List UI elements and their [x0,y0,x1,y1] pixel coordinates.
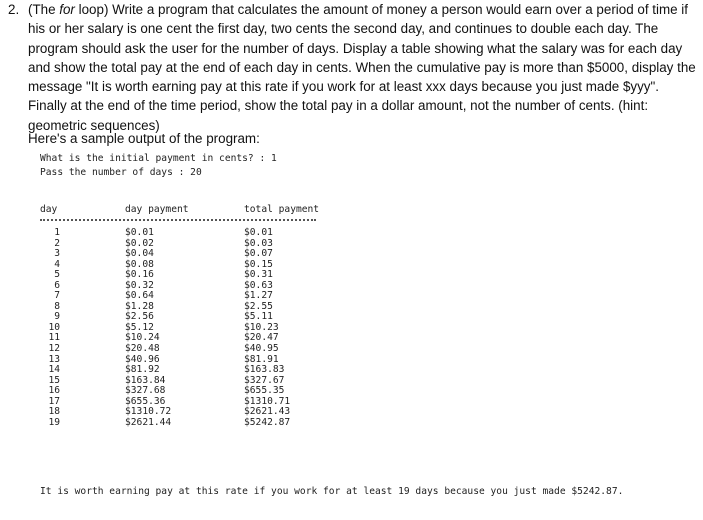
total-payment-cell: $1310.71 [244,395,291,407]
day-cell: 2 [54,237,60,249]
total-payment-cell: $2.55 [244,300,273,312]
day-payment-cell: $0.32 [125,279,154,291]
day-payment-cell: $40.96 [125,353,160,365]
total-payment-cell: $0.07 [244,248,273,260]
total-payment-cell: $5.11 [244,311,273,323]
question-text [28,0,698,135]
day-payment-cell: $327.68 [125,385,166,397]
question-body-text: loop) Write a program that calculates the amount of money a person would earn over a period of time if his or her salary is one cent the first day, two cents the second day, and continues to double each day. The program should ask the user for the number of days. Display a table showing what the salary was for each day and show the total pay at the end of each day in cents. When the cumulative pay is more than $5000, display the message "It is worth earning pay at this rate if you work for at least xxx days because you just made $yyy". Finally at the end of the time period, show the total pay in a dollar amount, not the number of cents. (hint: geometric sequences) [28,2,696,133]
day-cell: 19 [48,416,60,428]
total-payment-cell: $5242.87 [244,416,291,428]
day-cell: 8 [54,300,60,312]
day-payment-cell: $0.02 [125,237,154,249]
day-payment-cell: $2.56 [125,311,154,323]
day-payment-cell: $0.01 [125,227,154,238]
total-payment-cell: $655.35 [244,385,285,397]
day-cell: 9 [54,311,60,323]
column-header-day: day [40,204,58,215]
day-payment-cell: $2621.44 [125,416,172,428]
day-cell: 16 [48,385,60,397]
total-payment-cell: $1.27 [244,290,273,302]
day-payment-cell: $5.12 [125,321,154,333]
day-cell: 11 [48,332,60,344]
total-payment-cell: $0.31 [244,269,273,281]
prompt-initial-payment: What is the initial payment in cents? : 1 [40,153,277,164]
question-intro-open: (The [28,2,60,17]
day-cell: 3 [54,248,60,260]
day-payment-cell: $1310.72 [125,406,172,418]
question-for-keyword: for [59,2,75,17]
total-payment-cell: $10.23 [244,321,279,333]
total-payment-cell: $0.63 [244,279,273,291]
day-payment-cell: $1.28 [125,300,154,312]
day-payment-cell: $0.64 [125,290,154,302]
day-cell: 4 [54,258,60,270]
total-payment-cell: $40.95 [244,343,279,355]
total-payment-cell: $0.03 [244,237,273,249]
day-cell: 6 [54,279,60,291]
day-payment-cell: $20.48 [125,343,160,355]
day-payment-cell: $0.08 [125,258,154,270]
total-payment-cell: $327.67 [244,374,285,386]
question-number: 2. [8,2,20,17]
day-payment-cell: $0.04 [125,248,154,260]
day-payment-cell: $81.92 [125,364,160,376]
day-payment-cell: $655.36 [125,395,166,407]
prompt-number-of-days: Pass the number of days : 20 [40,167,202,178]
day-cell: 14 [48,364,60,376]
day-cell: 17 [48,395,60,407]
question-block [8,0,698,135]
day-cell: 12 [48,343,60,355]
day-cell: 5 [54,269,60,281]
column-header-day-payment: day payment [125,204,189,215]
header-separator-rule [40,219,316,221]
day-cell: 10 [48,321,60,333]
total-payment-cell: $0.15 [244,258,273,270]
day-cell: 15 [48,374,60,386]
total-payment-cell: $0.01 [244,227,273,238]
day-cell: 13 [48,353,60,365]
day-cell: 1 [54,227,60,238]
day-payment-cell: $0.16 [125,269,154,281]
total-payment-cell: $20.47 [244,332,279,344]
day-cell: 7 [54,290,60,302]
final-message: It is worth earning pay at this rate if you work for at least 19 days because you just made $5242.87. [40,486,624,497]
day-cell: 18 [48,406,60,418]
total-payment-cell: $2621.43 [244,406,291,418]
day-payment-cell: $10.24 [125,332,160,344]
day-payment-cell: $163.84 [125,374,166,386]
total-payment-cell: $81.91 [244,353,279,365]
sample-output-heading: Here's a sample output of the program: [28,131,260,146]
total-payment-cell: $163.83 [244,364,285,376]
column-header-total-payment: total payment [244,204,320,215]
